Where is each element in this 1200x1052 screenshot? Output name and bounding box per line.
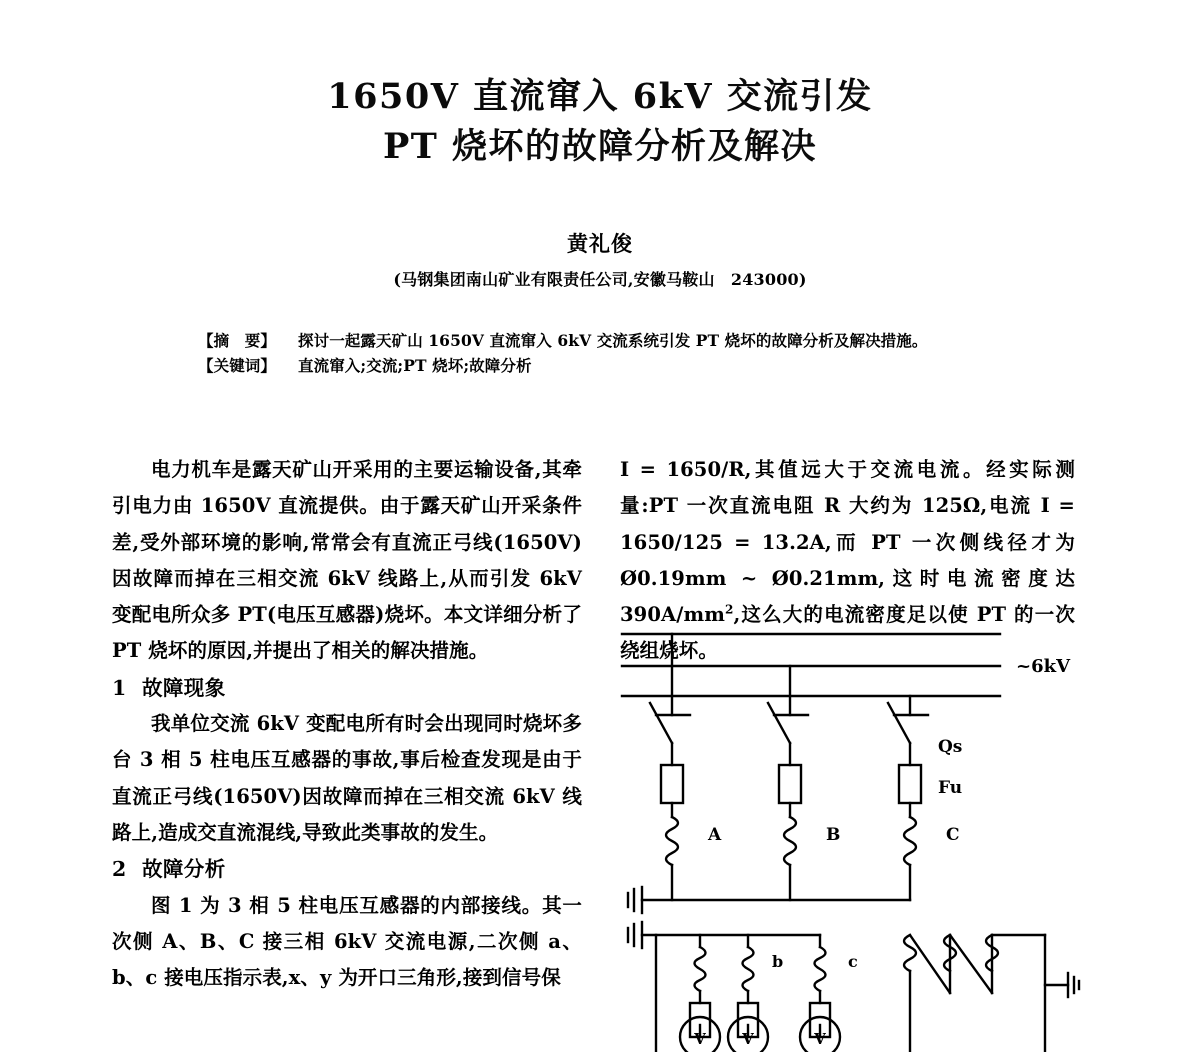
winding-secondary-a [695, 947, 706, 991]
voltmeter-c-label: V [814, 1030, 826, 1048]
label-switch-qs: Qs [938, 737, 963, 757]
keywords-text: 直流窜入;交流;PT 烧坏;故障分析 [298, 356, 532, 375]
page-title [120, 72, 1080, 172]
winding-secondary-b [743, 947, 754, 991]
label-bus-voltage: ~6kV [1016, 656, 1071, 677]
author-name: 黄礼俊 [567, 231, 633, 256]
keywords-label: 【关键词】 [198, 356, 277, 375]
label-secondary-b: b [772, 952, 784, 971]
label-secondary-c: c [848, 952, 858, 971]
switch-blade-b [768, 703, 790, 743]
figure-pt-wiring [620, 625, 1082, 1052]
body-column-left [112, 452, 582, 996]
abstract-label: 【摘 要】 [198, 331, 277, 350]
fuse-b [779, 765, 801, 803]
pt-wiring-schematic [620, 625, 1082, 1052]
abstract-row [198, 328, 1028, 353]
section-number-2: 2 [112, 857, 127, 882]
abstract-block [198, 328, 1028, 378]
title-line-2: PT 烧坏的故障分析及解决 [382, 126, 818, 167]
title-line-1: 1650V 直流窜入 6kV 交流引发 [327, 76, 873, 117]
label-fuse-fu: Fu [938, 778, 963, 798]
superscript-squared: 2 [724, 602, 734, 617]
section-heading-2 [112, 851, 582, 887]
winding-primary-c [904, 817, 916, 865]
section-number-1: 1 [112, 675, 127, 700]
switch-blade-a [650, 703, 672, 743]
voltmeter-a-label: V [694, 1030, 706, 1048]
winding-primary-a [666, 817, 678, 865]
fuse-c [899, 765, 921, 803]
keywords-row [198, 353, 1028, 378]
label-phase-c: C [946, 825, 960, 845]
voltmeter-b-label: V [742, 1030, 754, 1048]
section-title-2: 故障分析 [142, 857, 226, 882]
switch-blade-c [888, 703, 910, 743]
fuse-a [661, 765, 683, 803]
label-phase-a: A [708, 825, 722, 845]
section-heading-1 [112, 670, 582, 706]
author-affiliation: (马钢集团南山矿业有限责任公司,安徽马鞍山 243000) [393, 270, 807, 289]
paragraph-current-density-part1: I = 1650/R,其值远大于交流电流。经实际测量:PT 一次直流电阻 R 大约为 125Ω,电流 I = 1650/125 = 13.2A,而 PT 一次侧线径才为 Ø0.19mm ~ Ø0.21mm,这时电流密度达 390A/mm [620, 458, 1075, 627]
paragraph-fault-analysis: 图 1 为 3 相 5 柱电压互感器的内部接线。其一次侧 A、B、C 接三相 6kV 交流电源,二次侧 a、b、c 接电压指示表,x、y 为开口三角形,接到信号保 [112, 893, 582, 990]
winding-secondary-c [815, 947, 826, 991]
section-title-1: 故障现象 [142, 675, 226, 700]
abstract-text: 探讨一起露天矿山 1650V 直流窜入 6kV 交流系统引发 PT 烧坏的故障分析及解决措施。 [298, 331, 928, 350]
winding-primary-b [784, 817, 796, 865]
label-phase-b: B [826, 825, 841, 845]
paragraph-intro: 电力机车是露天矿山开采用的主要运输设备,其牵引电力由 1650V 直流提供。由于露天矿山开采条件差,受外部环境的影响,常常会有直流正弓线(1650V)因故障而掉在三相交流 6kV 线路上,从而引发 6kV 变配电所众多 PT(电压互感器)烧坏。本文详细分析了 PT 烧坏的原因,并提出了相关的解决措施。 [112, 458, 582, 663]
paragraph-current-density-part2: ,这么大的电流密度足以使 PT 的一次绕组烧坏。 [620, 603, 1075, 663]
paragraph-fault-phenomenon: 我单位交流 6kV 变配电所有时会出现同时烧坏多台 3 相 5 柱电压互感器的事故,事后检查发现是由于直流正弓线(1650V)因故障而掉在三相交流 6kV 线路上,造成交直流混线,导致此类事故的发生。 [112, 712, 582, 844]
voltmeter-group [680, 1017, 840, 1052]
